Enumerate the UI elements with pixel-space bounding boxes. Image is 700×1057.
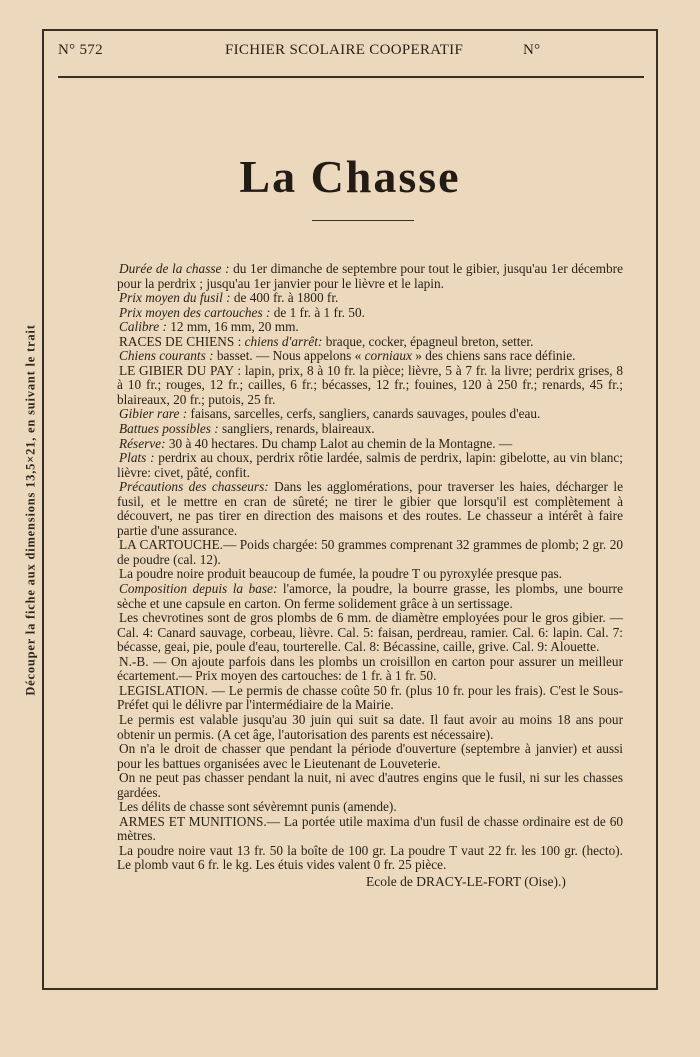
paragraph — [117, 480, 623, 538]
header-title: FICHIER SCOLAIRE COOPERATIF — [225, 42, 464, 58]
paragraph-text: de 1 fr. à 1 fr. 50. — [270, 304, 365, 320]
card-number: N° 572 — [58, 42, 103, 58]
paragraph — [117, 407, 623, 422]
paragraph-lead: Chiens courants : — [119, 348, 214, 364]
paragraph — [117, 684, 623, 713]
paragraph-text: ARMES ET MUNITIONS.— La portée utile maxima d'un fusil de chasse ordinaire est de 60 mètres. — [117, 813, 623, 844]
body-text — [117, 262, 623, 873]
header — [58, 42, 644, 64]
paragraph-text: LE GIBIER DU PAY : lapin, prix, 8 à 10 fr. la pièce; lièvre, 5 à 7 fr. la livre; perdrix grises, 8 à 10 fr.; rouges, 12 fr.; cailles, 6 fr.; bécasses, 12 fr.; fouines, 120 à 250 fr.; renards, 45 fr.; blaireaux, 20 fr.; putois, 25 fr. — [117, 362, 623, 407]
paragraph — [117, 655, 623, 684]
paragraph-text: RACES DE CHIENS : — [119, 333, 245, 349]
paragraph-text: Les délits de chasse sont sévèremnt punis (amende). — [119, 799, 397, 815]
paragraph — [117, 771, 623, 800]
paragraph-text: braque, cocker, épagneul breton, setter. — [322, 333, 534, 349]
paragraph — [117, 742, 623, 771]
paragraph — [117, 364, 623, 408]
paragraph — [117, 451, 623, 480]
cut-instruction-text: Découper la fiche aux dimensions 13,5×21, en suivant le trait — [23, 324, 38, 696]
paragraph — [117, 538, 623, 567]
paragraph — [117, 320, 623, 335]
paragraph-lead: Durée de la chasse : — [119, 261, 230, 276]
signature: Ecole de DRACY-LE-FORT (Oise).) — [366, 874, 566, 889]
paragraph — [117, 567, 623, 582]
paragraph — [117, 306, 623, 321]
paragraph-text: faisans, sarcelles, cerfs, sangliers, canards sauvages, poules d'eau. — [187, 406, 541, 422]
paragraph-text: LEGISLATION. — Le permis de chasse coûte 50 fr. (plus 10 fr. pour les frais). C'est le Sous-Préfet qui le délivre par l'intermédiaire de la Mairie. — [117, 682, 623, 713]
paragraph-text: 30 à 40 hectares. Du champ Lalot au chemin de la Montagne. — — [165, 435, 513, 451]
paragraph — [117, 437, 623, 452]
paragraph-text: de 400 fr. à 1800 fr. — [230, 290, 339, 306]
paragraph-text: Dans les agglomérations, pour traverser les haies, décharger le fusil, et le mettre en cran de sûreté; ne tirer le gibier que lorsqu'il est complètement à découvert, ne pas tirer en direction des maisons et des routes. Le chasseur a intérêt à faire partie d'une assurance. — [117, 479, 623, 538]
paragraph-text: N.-B. — On ajoute parfois dans les plombs un croisillon en carton pour assurer un meilleur écartement.— Prix moyen des cartouches: de 1 fr. à 1 fr. 50. — [117, 653, 623, 684]
paragraph-lead: Prix moyen des cartouches : — [119, 304, 271, 320]
header-rule — [58, 76, 644, 78]
paragraph-lead: Composition depuis la base: — [119, 581, 278, 597]
paragraph — [117, 422, 623, 437]
paragraph-text: perdrix au choux, perdrix rôtie lardée, salmis de perdrix, lapin: gibelotte, au vin blanc; lièvre: civet, pâté, confit. — [117, 450, 623, 480]
paragraph-text: » des chiens sans race définie. — [411, 348, 576, 364]
paragraph-lead: Plats : — [119, 450, 155, 466]
paragraph — [117, 262, 623, 291]
paragraph-lead: Prix moyen du fusil : — [119, 290, 231, 306]
paragraph-lead: Gibier rare : — [119, 406, 188, 422]
paragraph-lead: Calibre : — [119, 319, 167, 335]
paragraph-text: sangliers, renards, blaireaux. — [218, 421, 375, 437]
paragraph-lead: Précautions des chasseurs: — [119, 479, 269, 495]
paragraph-lead: corniaux — [364, 348, 412, 364]
paragraph — [117, 844, 623, 873]
paragraph-text: On ne peut pas chasser pendant la nuit, ni avec d'autres engins que le fusil, ni sur les chasses gardées. — [117, 770, 623, 800]
paragraph-text: La poudre noire vaut 13 fr. 50 la boîte de 100 gr. La poudre T vaut 22 fr. les 100 gr. (hecto). Le plomb vaut 6 fr. le kg. Les étuis vides valent 0 fr. 25 pièce. — [117, 842, 623, 873]
paragraph — [117, 349, 623, 364]
paragraph-text: LA CARTOUCHE.— Poids chargée: 50 grammes comprenant 32 grammes de plomb; 2 gr. 20 de poudre (cal. 12). — [117, 537, 623, 567]
paragraph-lead: chiens d'arrêt: — [244, 333, 323, 349]
paragraph — [117, 582, 623, 611]
paragraph — [117, 335, 623, 350]
paragraph-lead: Battues possibles : — [119, 421, 219, 437]
paragraph-text: du 1er dimanche de septembre pour tout le gibier, jusqu'au 1er décembre pour la perdrix ; jusqu'au 1er janvier pour le lièvre et le lapin. — [117, 261, 624, 291]
paragraph — [117, 800, 623, 815]
paragraph — [117, 713, 623, 742]
paragraph — [117, 815, 623, 844]
paragraph-text: On n'a le droit de chasser que pendant la période d'ouverture (septembre à janvier) et aussi pour les battues organisées avec le Lieutenant de Louveterie. — [117, 741, 623, 771]
page-title: La Chasse — [239, 151, 461, 202]
paragraph — [117, 291, 623, 306]
paragraph-text: 12 mm, 16 mm, 20 mm. — [166, 319, 299, 335]
paragraph-text: basset. — Nous appelons « — [213, 348, 365, 364]
paragraph-text: Les chevrotines sont de gros plombs de 6 mm. de diamètre employées pour le gros gibier. — Cal. 4: Canard sauvage, corbeau, lièvre. Cal. 5: faisan, perdreau, ramier. Cal. 6: lapin. Cal. 7: bécasse, geai, pie, poule d'eau, tourterelle. Cal. 8: Bécassine, caille, grive. Cal. 9: Alouette. — [117, 610, 623, 655]
paragraph-lead: Réserve: — [119, 435, 166, 451]
paragraph-text: Le permis est valable jusqu'au 30 juin qui suit sa date. Il faut avoir au moins 18 ans pour obtenir un permis. (A cet âge, l'autorisation des parents est nécessaire). — [117, 711, 623, 742]
paragraph-text: l'amorce, la poudre, la bourre grasse, les plombs, une bourre sèche et une capsule en carton. On ferme solidement grâce à un sertissage. — [117, 581, 623, 611]
number-label: N° — [523, 42, 541, 58]
title-rule — [312, 220, 414, 221]
paragraph — [117, 611, 623, 655]
paragraph-text: La poudre noire produit beaucoup de fumée, la poudre T ou pyroxylée presque pas. — [119, 566, 562, 582]
